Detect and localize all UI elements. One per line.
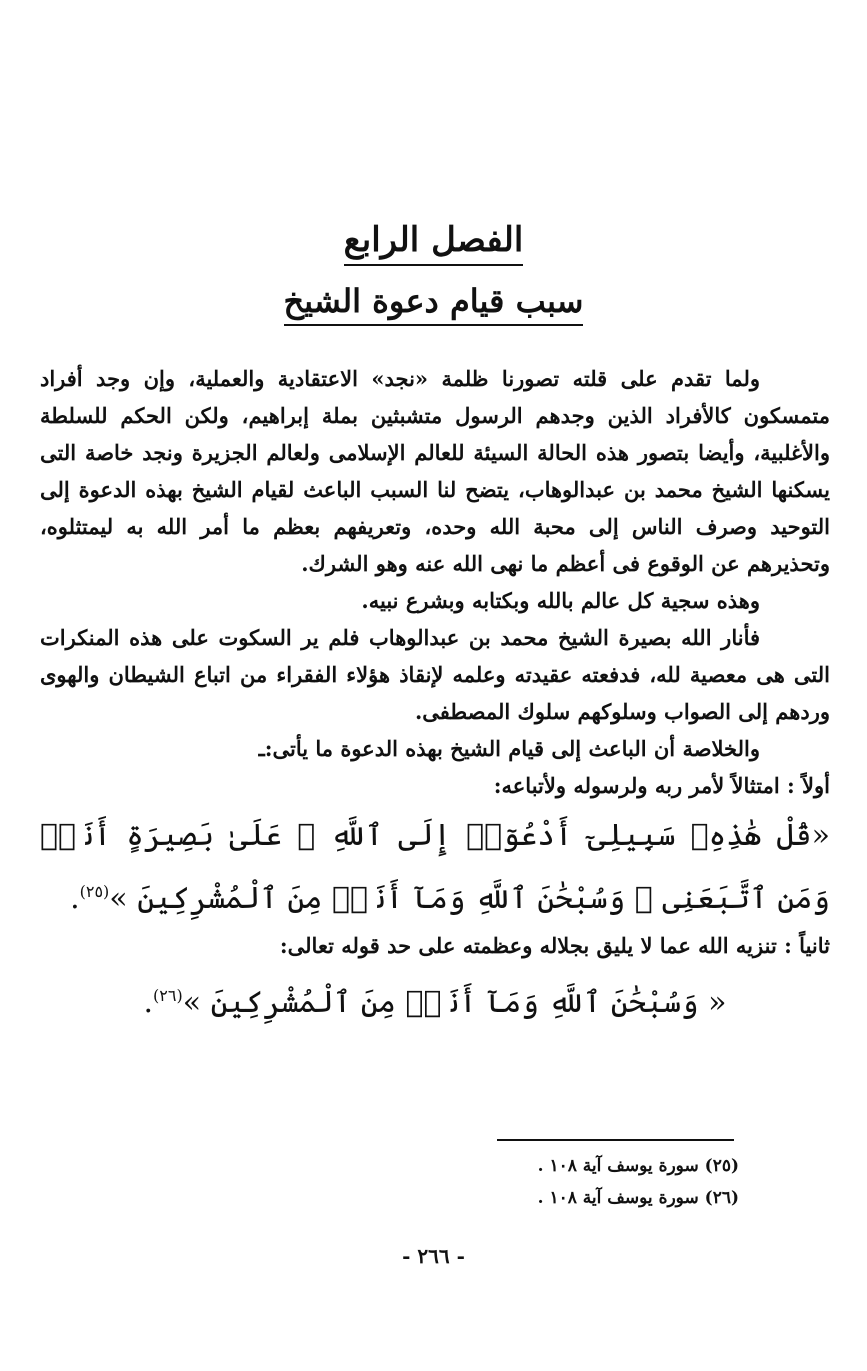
chapter-title-text: سبب قيام دعوة الشيخ [284, 282, 584, 326]
quran-verse-second: « وَسُبْحَٰنَ ٱللَّهِ وَمَآ أَنَا۠ مِنَ ٱلْمُشْرِكِينَ »$^{(٢٦)}$. [143, 985, 727, 1020]
footnote-divider [497, 1139, 734, 1141]
quran-verse-second-text: « وَسُبْحَٰنَ ٱللَّهِ وَمَآ أَنَا۠ مِنَ ٱلْمُشْرِكِينَ » [182, 985, 727, 1020]
paragraph-summary: والخلاصة أن الباعث إلى قيام الشيخ بهذه الدعوة ما يأتى:ـ [258, 736, 760, 761]
footnote-ref-26: (٢٦) [153, 986, 183, 1005]
paragraph-enlightenment: فأنار الله بصيرة الشيخ محمد بن عبدالوهاب فلم ير السكوت على هذه المنكرات التى هى معصية لله، فدفعته عقيدته وعلمه لإنقاذ هؤلاء الفقراء من اتباع الشيطان والهوى وردهم إلى الصواب وسلوكهم سلوك المصطفى. [40, 625, 830, 724]
chapter-number-heading [0, 220, 867, 266]
point-first-label: أولاً : امتثالاً لأمر ربه ولرسوله ولأتباعه: [493, 773, 830, 798]
chapter-number-text: الفصل الرابع [344, 220, 524, 266]
chapter-title-heading [0, 282, 867, 326]
paragraph-intro: ولما تقدم على قلته تصورنا ظلمة «نجد» الاعتقادية والعملية، وإن وجد أفراد متمسكون كالأفراد الذين وجدهم الرسول متشبثين بملة إبراهيم، ولكن الحكم للسلطة والأغلبية، وأيضا بتصور هذه الحالة السيئة للعالم الإسلامى ولعالم الجزيرة ونجد خاصة التى يسكنها الشيخ محمد بن عبدالوهاب، يتضح لنا السبب الباعث لقيام الشيخ بهذه الدعوة إلى التوحيد وصرف الناس إلى محبة الله وحده، وتعريفهم بعظم ما أمر الله به ليمتثلوه، وتحذيرهم عن الوقوع فى أعظم ما نهى الله عنه وهو الشرك. [40, 366, 830, 576]
footnote-25: (٢٥) سورة يوسف آية ١٠٨ . [537, 1156, 739, 1176]
point-second-label: ثانياً : تنزيه الله عما لا يليق بجلاله وعظمته على حد قوله تعالى: [279, 933, 830, 958]
quran-verse-first: «قُلْ هَٰذِهِۦ سَبِيلِىٓ أَدْعُوٓا۟ إِلَى ٱللَّهِ ۚ عَلَىٰ بَصِيرَةٍ أَنَا۠ وَمَنِ ٱتَّبَعَنِى ۖ وَسُبْحَٰنَ ٱللَّهِ وَمَآ أَنَا۠ مِنَ ٱلْمُشْرِكِينَ »$^{(٢٥)}$. [40, 818, 830, 916]
page-number: - ٢٦٦ - [402, 1244, 465, 1268]
footnote-ref-25: (٢٥) [79, 882, 110, 901]
quran-verse-first-text: «قُلْ هَٰذِهِۦ سَبِيلِىٓ أَدْعُوٓا۟ إِلَى ٱللَّهِ ۚ عَلَىٰ بَصِيرَةٍ أَنَا۠ وَمَنِ ٱتَّبَعَنِى ۖ وَسُبْحَٰنَ ٱللَّهِ وَمَآ أَنَا۠ مِنَ ٱلْمُشْرِكِينَ » [40, 818, 830, 916]
footnote-26: (٢٦) سورة يوسف آية ١٠٨ . [537, 1188, 739, 1208]
footnotes [239, 1150, 739, 1214]
paragraph-nature: وهذه سجية كل عالم بالله وبكتابه وبشرع نبيه. [361, 588, 760, 613]
body-text [40, 360, 830, 1031]
